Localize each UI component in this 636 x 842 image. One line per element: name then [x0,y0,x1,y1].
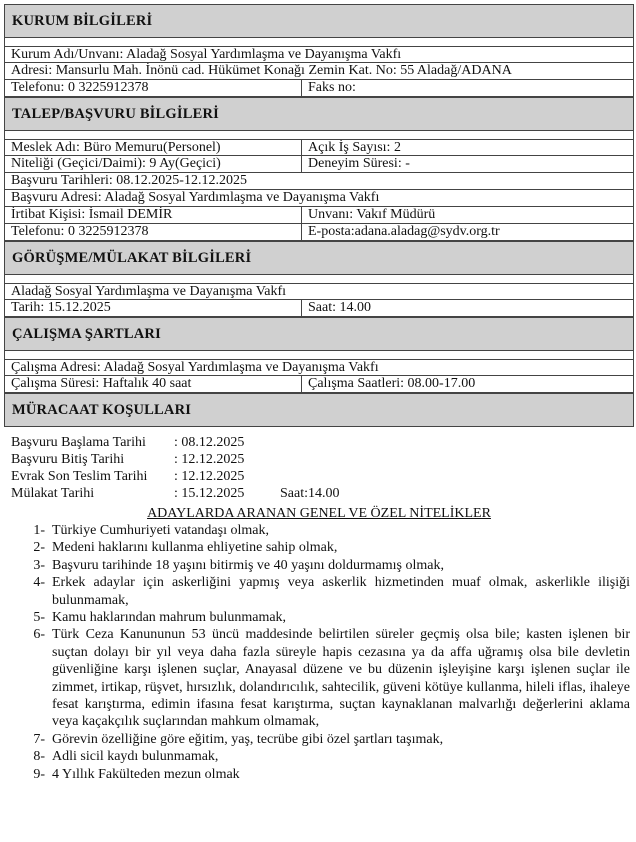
mulakat-label: Mülakat Tarihi [11,486,95,501]
talep-meslek-row [4,139,634,156]
list-item [4,574,634,609]
list-item-text: Erkek adaylar için askerliğini yapmış veya askerlik hizmetinden muaf olmak, askerlikle ilişiği bulunmamak, [52,575,630,608]
mulakat-line [11,485,634,502]
job-posting-document [4,4,634,783]
acik-is-sayisi: Açık İş Sayısı: 2 [308,140,401,155]
gorusme-saat: Saat: 14.00 [308,300,371,315]
kurum-telefon: Telefonu: 0 3225912378 [5,80,302,96]
list-item-text: Adli sicil kaydı bulunmamak, [52,749,219,765]
basvuru-adresi: Başvuru Adresi: Aladağ Sosyal Yardımlaşma ve Dayanışma Vakfı [11,190,380,205]
baslama-label: Başvuru Başlama Tarihi [11,435,146,450]
evrak-line [11,468,634,485]
talep-tarihler-row [4,173,634,190]
kurum-telefon-row [4,80,634,97]
list-item [4,766,634,783]
niteligi: Niteliği (Geçici/Daimi): 9 Ay(Geçici) [5,156,302,172]
list-item-text: Medeni haklarını kullanma ehliyetine sahip olmak, [52,540,338,556]
calisma-adresi: Çalışma Adresi: Aladağ Sosyal Yardımlaşma ve Dayanışma Vakfı [11,360,379,375]
deneyim-suresi: Deneyim Süresi: - [308,156,410,171]
eposta: E-posta:adana.aladag@sydv.org.tr [308,224,500,239]
irtibat-kisisi: İrtibat Kişisi: İsmail DEMİR [5,207,302,223]
talep-adres-row [4,190,634,207]
meslek-adi: Meslek Adı: Büro Memuru(Personel) [5,140,302,155]
evrak-value: : 12.12.2025 [174,469,245,484]
gorusme-yeri: Aladağ Sosyal Yardımlaşma ve Dayanışma Vakfı [11,284,287,299]
list-item-number: 3- [33,557,45,573]
list-item-number: 7- [33,731,45,747]
bitis-label: Başvuru Bitiş Tarihi [11,452,125,467]
list-item [4,748,634,765]
baslama-value: : 08.12.2025 [174,435,245,450]
kurum-ad-row [4,46,634,63]
application-dates [4,427,634,502]
section-header-calisma: ÇALIŞMA ŞARTLARI [4,317,634,351]
evrak-label: Evrak Son Teslim Tarihi [11,469,148,484]
mulakat-value: : 15.12.2025 [174,486,245,501]
bitis-line [11,451,634,468]
list-item-text: 4 Yıllık Fakülteden mezun olmak [52,766,240,782]
section-header-talep: TALEP/BAŞVURU BİLGİLERİ [4,97,634,131]
calisma-saatleri: Çalışma Saatleri: 08.00-17.00 [308,376,476,391]
spacer [4,275,634,283]
list-item-number: 2- [33,540,45,556]
calisma-sure-row [4,376,634,393]
list-item [4,539,634,556]
kurum-ad: Kurum Adı/Unvanı: Aladağ Sosyal Yardımlaşma ve Dayanışma Vakfı [11,47,402,62]
calisma-suresi: Çalışma Süresi: Haftalık 40 saat [5,376,302,392]
list-item [4,731,634,748]
list-item-text: Görevin özelliğine göre eğitim, yaş, tecrübe gibi özel şartları taşımak, [52,731,444,747]
list-item-text: Kamu haklarından mahrum bulunmamak, [52,610,287,626]
list-item-text: Başvuru tarihinde 18 yaşını bitirmiş ve 40 yaşını doldurmamış olmak, [52,557,444,573]
section-header-kurum: KURUM BİLGİLERİ [4,4,634,38]
list-item-number: 5- [33,610,45,626]
mulakat-saat: Saat:14.00 [280,486,340,501]
bitis-value: : 12.12.2025 [174,452,245,467]
unvani: Unvanı: Vakıf Müdürü [308,207,436,222]
list-item [4,626,634,730]
list-item-text: Türk Ceza Kanununun 53 üncü maddesinde belirtilen süreler geçmiş olsa bile; kasten işlenen bir suçtan dolayı bir yıl veya daha fazla süreyle hapis cezasına ya da affa uğramış olsa bile devletin güvenliğine karşı işlenen suçlar, Anayasal düzene ve bu düzenin işleyişine karşı işlenen suçlar ile zimmet, irtikap, rüşvet, hırsızlık, dolandırıcılık, sahtecilik, güveni kötüye kullanma, hileli iflas, ihaleye fesat karıştırma, edimin ifasına fesat karıştırma, suçtan kaynaklanan malvarlığı değerlerini aklama veya kaçakçılık suçlarından mahkum olmamak, [52,627,630,730]
talep-iletisim-row [4,224,634,241]
list-item-number: 4- [33,575,45,591]
section-header-muracaat: MÜRACAAT KOŞULLARI [4,393,634,427]
list-item-number: 9- [33,766,45,782]
spacer [4,131,634,139]
nitelikler-title: ADAYLARDA ARANAN GENEL VE ÖZEL NİTELİKLER [147,506,491,521]
list-item-number: 6- [33,627,45,643]
calisma-adres-row [4,359,634,376]
talep-nitelik-row [4,156,634,173]
list-item-number: 8- [33,749,45,765]
baslama-line [11,434,634,451]
basvuru-tarihleri: Başvuru Tarihleri: 08.12.2025-12.12.2025 [11,173,247,188]
gorusme-yer-row [4,283,634,300]
kurum-adres-row [4,63,634,80]
gorusme-tarih: Tarih: 15.12.2025 [5,300,302,316]
spacer [4,351,634,359]
requirements-list [4,522,634,783]
talep-irtibat-row [4,207,634,224]
gorusme-tarih-row [4,300,634,317]
talep-telefon: Telefonu: 0 3225912378 [5,224,302,240]
kurum-adres: Adresi: Mansurlu Mah. İnönü cad. Hükümet Konağı Zemin Kat. No: 55 Aladağ/ADANA [11,63,512,78]
list-item [4,557,634,574]
kurum-faks: Faks no: [308,80,356,95]
section-header-gorusme: GÖRÜŞME/MÜLAKAT BİLGİLERİ [4,241,634,275]
list-item [4,609,634,626]
list-item [4,522,634,539]
list-item-number: 1- [33,523,45,538]
spacer [4,38,634,46]
list-item-text: Türkiye Cumhuriyeti vatandaşı olmak, [52,523,269,538]
